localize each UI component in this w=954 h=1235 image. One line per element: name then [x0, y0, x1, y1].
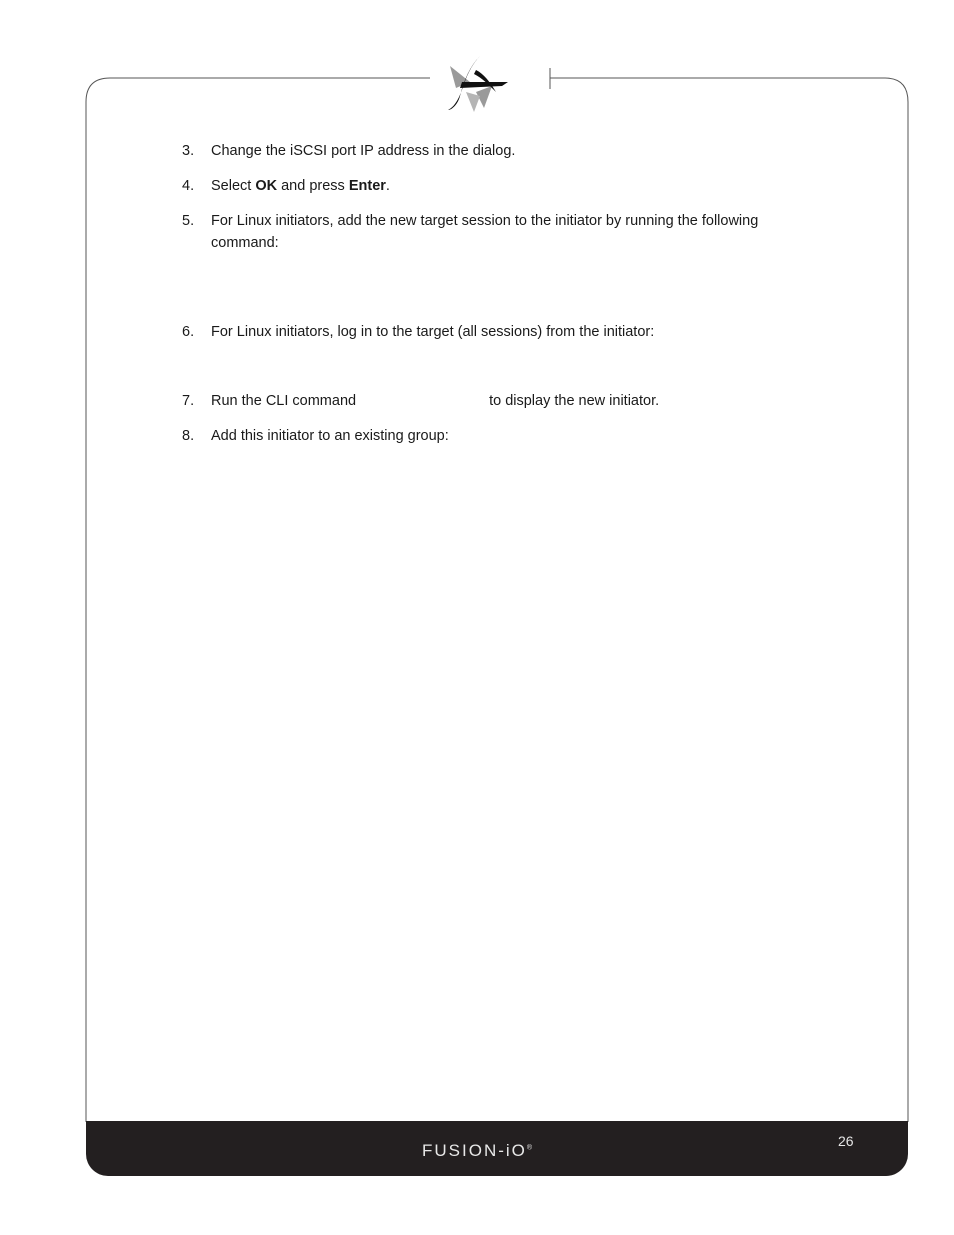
step-number: 7. [182, 393, 195, 409]
step-number: 4. [182, 178, 195, 194]
step-text: Add this initiator to an existing group: [211, 428, 449, 444]
step-text: For Linux initiators, log in to the target (all sessions) from the initiator: [211, 324, 655, 340]
step-number: 5. [182, 213, 195, 229]
enter-keyword: Enter [348, 178, 386, 194]
brand-logo: FUSION-iO® [422, 1141, 533, 1160]
fusion-io-logo-icon [440, 52, 514, 116]
step-number: 6. [182, 324, 195, 340]
ok-keyword: OK [255, 178, 278, 194]
step-text: For Linux initiators, add the new target session to the initiator by running the following command: [211, 213, 759, 251]
step-number: 3. [182, 143, 195, 159]
page-number: 26 [838, 1133, 854, 1149]
step-text: Select OK and press Enter. [211, 178, 390, 194]
step-text: Run the CLI command to display the new initiator. [211, 393, 660, 409]
step-text: Change the iSCSI port IP address in the dialog. [211, 143, 516, 159]
step-number: 8. [182, 428, 195, 444]
page-footer [86, 1121, 908, 1176]
